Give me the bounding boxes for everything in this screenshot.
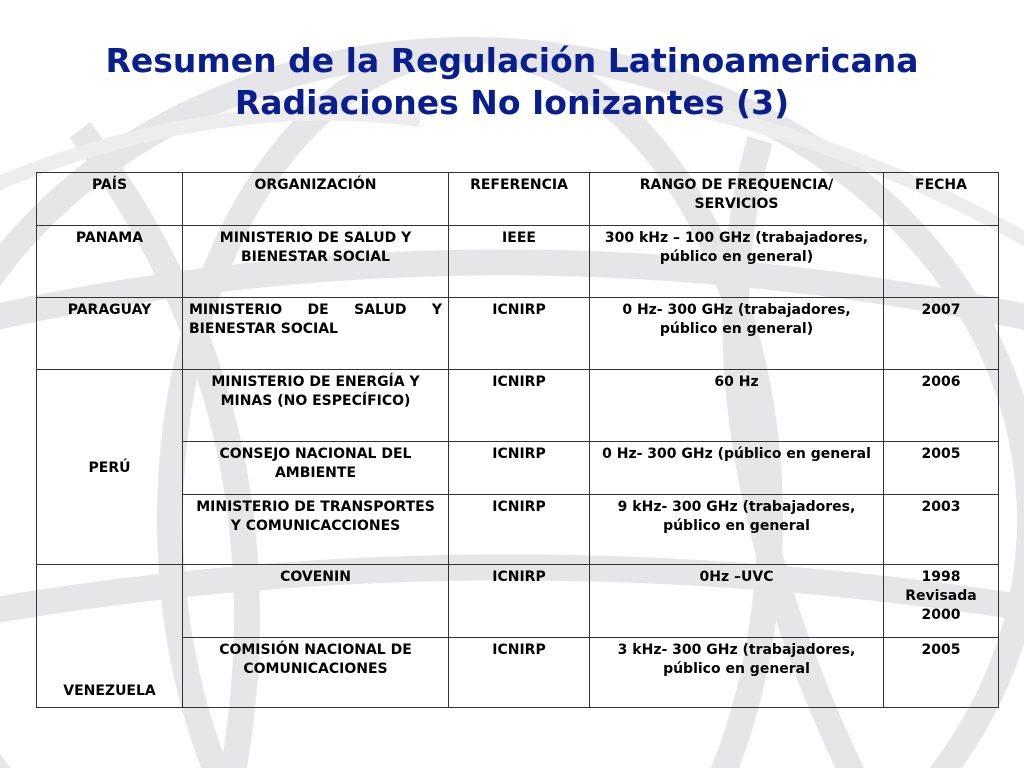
table-row: [37, 370, 999, 442]
country-cell: PERÚ: [37, 370, 183, 565]
header-reference: REFERENCIA: [449, 173, 590, 226]
frequency-cell: 60 Hz: [590, 370, 884, 442]
date-cell: 1998 Revisada 2000: [884, 565, 999, 638]
frequency-cell: 300 kHz – 100 GHz (trabajadores, público en general): [590, 226, 884, 298]
date-cell: 2003: [884, 495, 999, 565]
reference-cell: ICNIRP: [449, 565, 590, 638]
organization-cell: CONSEJO NACIONAL DEL AMBIENTE: [183, 442, 449, 495]
table-row: [37, 565, 999, 638]
slide-title-line1: Resumen de la Regulación Latinoamericana: [105, 41, 919, 80]
date-cell: 2005: [884, 638, 999, 708]
reference-cell: IEEE: [449, 226, 590, 298]
country-cell: PARAGUAY: [37, 298, 183, 370]
frequency-cell: 0Hz –UVC: [590, 565, 884, 638]
organization-cell: COMISIÓN NACIONAL DE COMUNICACIONES: [183, 638, 449, 708]
country-cell: PANAMA: [37, 226, 183, 298]
frequency-cell: 0 Hz- 300 GHz (público en general: [590, 442, 884, 495]
reference-cell: ICNIRP: [449, 298, 590, 370]
header-organization: ORGANIZACIÓN: [183, 173, 449, 226]
organization-cell: MINISTERIO DE SALUD Y BIENESTAR SOCIAL: [183, 226, 449, 298]
table-header-row: [37, 173, 999, 226]
reference-cell: ICNIRP: [449, 638, 590, 708]
reference-cell: ICNIRP: [449, 370, 590, 442]
frequency-cell: 3 kHz- 300 GHz (trabajadores, público en general: [590, 638, 884, 708]
frequency-cell: 9 kHz- 300 GHz (trabajadores, público en general: [590, 495, 884, 565]
header-frequency: RANGO DE FREQUENCIA/ SERVICIOS: [590, 173, 884, 226]
country-cell: VENEZUELA: [37, 565, 183, 708]
regulation-summary-table: [36, 172, 999, 708]
date-cell: 2007: [884, 298, 999, 370]
table-row: [37, 226, 999, 298]
header-country: PAÍS: [37, 173, 183, 226]
organization-cell: MINISTERIO DE ENERGÍA Y MINAS (NO ESPECÍFICO): [183, 370, 449, 442]
slide-title-line2: Radiaciones No Ionizantes (3): [234, 83, 790, 122]
table-row: [37, 298, 999, 370]
organization-cell: COVENIN: [183, 565, 449, 638]
reference-cell: ICNIRP: [449, 442, 590, 495]
date-cell: 2006: [884, 370, 999, 442]
date-cell: [884, 226, 999, 298]
date-cell: 2005: [884, 442, 999, 495]
organization-cell: MINISTERIO DE SALUD Y BIENESTAR SOCIAL: [183, 298, 449, 370]
reference-cell: ICNIRP: [449, 495, 590, 565]
organization-cell: MINISTERIO DE TRANSPORTES Y COMUNICACCIONES: [183, 495, 449, 565]
frequency-cell: 0 Hz- 300 GHz (trabajadores, público en general): [590, 298, 884, 370]
slide-title: [0, 40, 1024, 124]
header-date: FECHA: [884, 173, 999, 226]
